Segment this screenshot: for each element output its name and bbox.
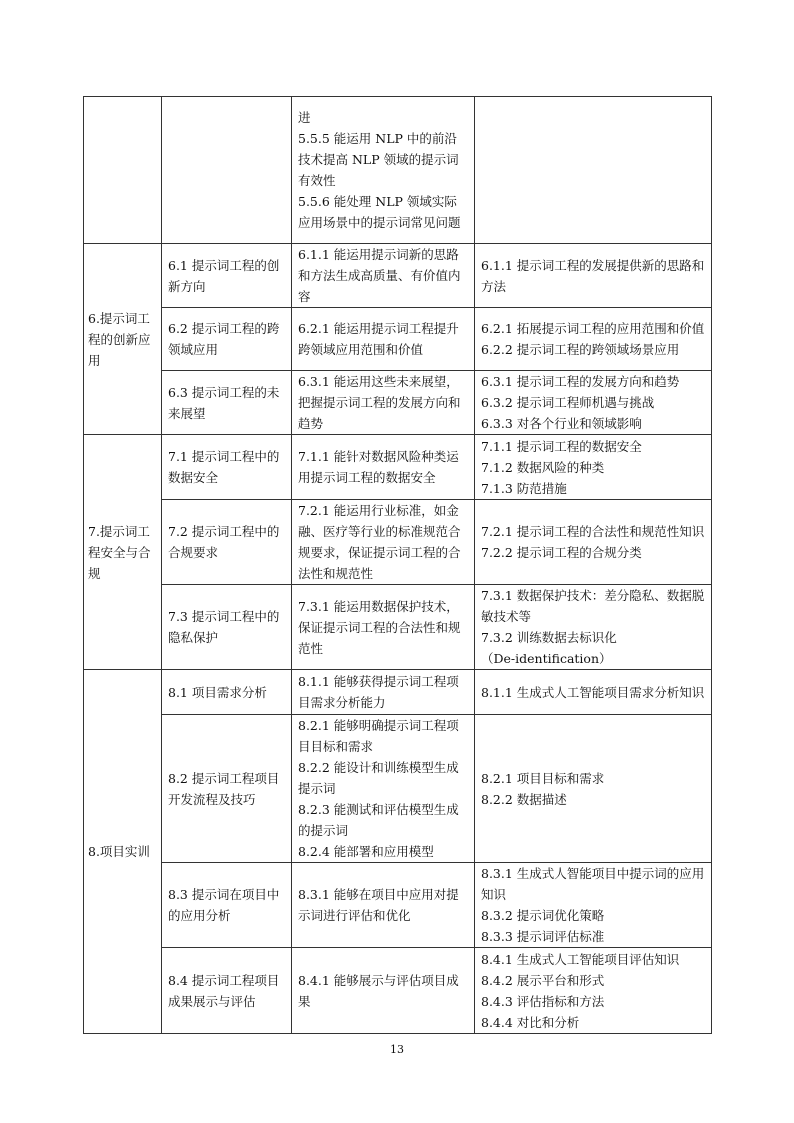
unit-cell: 8.1 项目需求分析	[162, 670, 292, 715]
knowledge-cell-item: 7.1.2 数据风险的种类	[481, 459, 605, 475]
skills-cell-item: 6.2.1 能运用提示词工程提升跨领域应用范围和价值	[298, 321, 459, 357]
table-row	[84, 670, 712, 715]
knowledge-cell-item: 8.4.1 生成式人工智能项目评估知识	[481, 951, 680, 967]
unit-cell: 7.1 提示词工程中的数据安全	[162, 435, 292, 500]
unit-cell: 7.3 提示词工程中的隐私保护	[162, 585, 292, 670]
knowledge-cell-item: 7.2.2 提示词工程的合规分类	[481, 545, 642, 560]
skills-cell	[292, 585, 475, 670]
knowledge-cell-item: 6.3.1 提示词工程的发展方向和趋势	[481, 374, 680, 389]
skills-cell-item: 进	[298, 110, 311, 125]
knowledge-cell-item: 7.3.1 数据保护技术：差分隐私、数据脱敏技术等	[481, 588, 705, 624]
skills-cell-item: 8.4.1 能够展示与评估项目成果	[298, 972, 459, 1009]
unit-cell: 6.3 提示词工程的未来展望	[162, 371, 292, 435]
knowledge-cell	[475, 715, 712, 863]
knowledge-cell-item: （De-identification）	[481, 651, 612, 666]
skills-cell	[292, 435, 475, 500]
skills-cell	[292, 500, 475, 585]
skills-cell-item: 7.1.1 能针对数据风险种类运用提示词工程的数据安全	[298, 449, 459, 485]
skills-cell-item: 8.2.3 能测试和评估模型生成的提示词	[298, 802, 459, 838]
knowledge-cell-item: 8.2.1 项目目标和需求	[481, 770, 605, 786]
table-row	[84, 371, 712, 435]
knowledge-cell	[475, 435, 712, 500]
table-row	[84, 435, 712, 500]
unit-cell: 6.1 提示词工程的创新方向	[162, 244, 292, 308]
curriculum-table	[83, 96, 712, 1034]
skills-cell-item: 8.3.1 能够在项目中应用对提示词进行评估和优化	[298, 887, 459, 923]
knowledge-cell	[475, 371, 712, 435]
knowledge-cell-item: 6.1.1 提示词工程的发展提供新的思路和方法	[481, 257, 705, 294]
knowledge-cell-item: 8.4.2 展示平台和形式	[481, 972, 605, 988]
skills-cell-item: 8.2.4 能部署和应用模型	[298, 844, 434, 859]
knowledge-cell	[475, 863, 712, 948]
knowledge-cell-item: 8.3.2 提示词优化策略	[481, 908, 605, 923]
knowledge-cell	[475, 97, 712, 244]
table-row	[84, 308, 712, 371]
unit-cell: 7.2 提示词工程中的合规要求	[162, 500, 292, 585]
table-row	[84, 500, 712, 585]
knowledge-cell-item: 8.1.1 生成式人工智能项目需求分析知识	[481, 684, 705, 700]
module-cell: 8.项目实训	[84, 670, 162, 1034]
knowledge-cell-item: 7.2.1 提示词工程的合法性和规范性知识	[481, 524, 705, 539]
module-cell: 7.提示词工程安全与合规	[84, 435, 162, 670]
skills-cell-item: 7.3.1 能运用数据保护技术，保证提示词工程的合法性和规范性	[298, 598, 461, 656]
skills-cell-item: 8.2.2 能设计和训练模型生成提示词	[298, 760, 459, 796]
knowledge-cell	[475, 670, 712, 715]
table-row	[84, 97, 712, 244]
skills-cell	[292, 244, 475, 308]
table-row	[84, 715, 712, 863]
knowledge-cell-item: 8.4.4 对比和分析	[481, 1014, 580, 1030]
skills-cell-item: 8.2.1 能够明确提示词工程项目目标和需求	[298, 718, 459, 754]
skills-cell	[292, 97, 475, 244]
knowledge-cell-item: 6.3.2 提示词工程师机遇与挑战	[481, 395, 655, 410]
knowledge-cell	[475, 500, 712, 585]
unit-cell: 6.2 提示词工程的跨领域应用	[162, 308, 292, 371]
skills-cell	[292, 715, 475, 863]
skills-cell-item: 8.1.1 能够获得提示词工程项目需求分析能力	[298, 674, 459, 710]
module-cell: 6.提示词工程的创新应用	[84, 244, 162, 435]
skills-cell-item: 6.3.1 能运用这些未来展望，把握提示词工程的发展方向和趋势	[298, 374, 461, 431]
table-row	[84, 244, 712, 308]
skills-cell-item: 7.2.1 能运用行业标准，如金融、医疗等行业的标准规范合规要求，保证提示词工程的合法性和规范性	[298, 503, 461, 581]
knowledge-cell	[475, 308, 712, 371]
knowledge-cell-item: 6.2.1 拓展提示词工程的应用范围和价值	[481, 321, 705, 336]
skills-cell-item: 6.1.1 能运用提示词新的思路和方法生成高质量、有价值内容	[298, 247, 461, 304]
unit-cell	[162, 97, 292, 244]
knowledge-cell-item: 8.3.1 生成式人智能项目中提示词的应用知识	[481, 866, 705, 902]
unit-cell: 8.3 提示词在项目中的应用分析	[162, 863, 292, 948]
skills-cell-item: 5.5.6 能处理 NLP 领域实际应用场景中的提示词常见问题	[298, 194, 461, 230]
table-row	[84, 948, 712, 1034]
knowledge-cell-item: 6.2.2 提示词工程的跨领域场景应用	[481, 342, 680, 357]
knowledge-cell-item: 8.4.3 评估指标和方法	[481, 993, 605, 1009]
skills-cell	[292, 308, 475, 371]
knowledge-cell-item: 6.3.3 对各个行业和领域影响	[481, 416, 642, 431]
skills-cell	[292, 371, 475, 435]
skills-cell-item: 5.5.5 能运用 NLP 中的前沿技术提高 NLP 领域的提示词有效性	[298, 131, 459, 188]
skills-cell	[292, 948, 475, 1034]
page-number: 13	[390, 1043, 404, 1056]
knowledge-cell-item: 7.1.3 防范措施	[481, 480, 567, 496]
module-cell	[84, 97, 162, 244]
knowledge-cell-item: 8.2.2 数据描述	[481, 791, 567, 807]
knowledge-cell	[475, 244, 712, 308]
knowledge-cell	[475, 948, 712, 1034]
skills-cell	[292, 670, 475, 715]
knowledge-cell	[475, 585, 712, 670]
skills-cell	[292, 863, 475, 948]
unit-cell: 8.4 提示词工程项目成果展示与评估	[162, 948, 292, 1034]
table-row	[84, 585, 712, 670]
knowledge-cell-item: 7.3.2 训练数据去标识化	[481, 630, 617, 645]
table-row	[84, 863, 712, 948]
knowledge-cell-item: 8.3.3 提示词评估标准	[481, 929, 605, 944]
unit-cell: 8.2 提示词工程项目开发流程及技巧	[162, 715, 292, 863]
knowledge-cell-item: 7.1.1 提示词工程的数据安全	[481, 438, 642, 454]
